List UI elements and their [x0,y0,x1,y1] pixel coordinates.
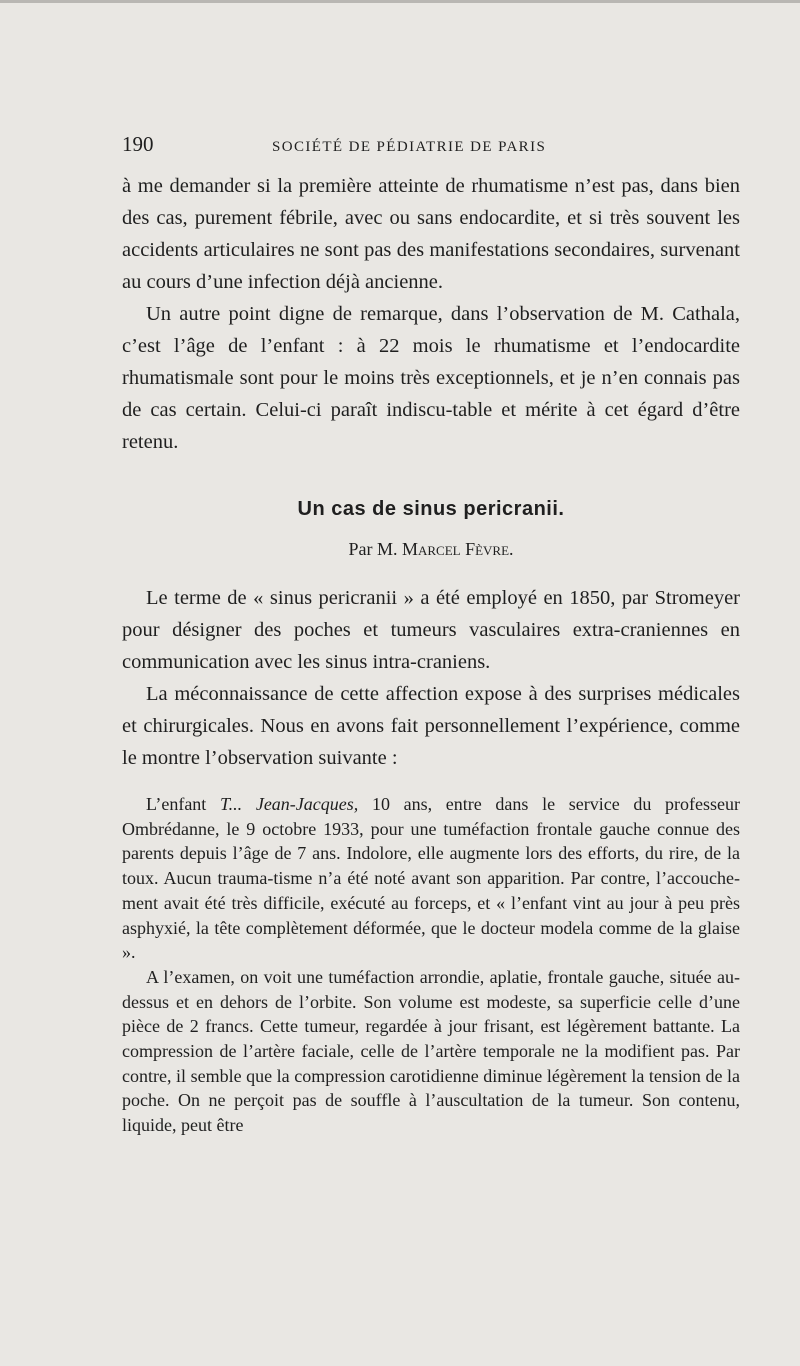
article-byline [122,539,740,560]
intro-paragraph: Le terme de « sinus pericranii » a été employé en 1850, par Stromeyer pour désigner des poches et tumeurs vasculaires extra-craniennes en communication avec les sinus intra-craniens. [122,587,740,673]
article-body [122,582,740,774]
observation-paragraph [122,792,740,965]
running-header [122,132,740,160]
observation-text: 10 ans, entre dans le service du professeur Ombrédanne, le 9 octobre 1933, pour une tuméfaction frontale gauche connue des parents depuis l’âge de 7 ans. Indolore, elle augmente lors des efforts, du rire, de la toux. Aucun trauma-tisme n’a été noté avant son apparition. Par contre, l’accouche-ment avait été très difficile, exécuté au forceps, et « l’enfant vint au jour à peu près asphyxié, la tête complètement déformée, que le docteur modela comme de la glaise ». [122,794,741,963]
previous-article-continuation [122,170,740,458]
remark-paragraph: Un autre point digne de remarque, dans l’observation de M. Cathala, c’est l’âge de l’enfant : à 22 mois le rhumatisme et l’endocardite rhumatismale sont pour le moins très exceptionnels, et je n’en connais pas de cas certain. Celui-ci paraît indiscu-table et mérite à cet égard d’être retenu. [122,303,740,453]
article-title: Un cas de sinus pericranii. [297,498,565,520]
intro-paragraph-2: La méconnaissance de cette affection expose à des surprises médicales et chirurgicales. Nous en avons fait personnellement l’expérience, comme le montre l’observation suivante : [122,683,740,769]
observation-lead: L’enfant [146,794,207,814]
page-number: 190 [122,132,154,156]
continuation-paragraph: à me demander si la première atteinte de rhumatisme n’est pas, dans bien des cas, purement fébrile, avec ou sans endocardite, et si très souvent les accidents articulaires ne sont pas des manifestations secondaires, survenant au cours d’une infection déjà ancienne. [122,175,740,293]
author-name: Marcel Fèvre. [401,539,514,559]
byline-prefix: Par M. [348,539,398,559]
patient-name: T... Jean-Jacques, [219,794,359,814]
running-title: SOCIÉTÉ DE PÉDIATRIE DE PARIS [272,139,547,155]
case-observation [122,792,740,1138]
top-edge-rule [0,0,800,3]
examination-paragraph: A l’examen, on voit une tuméfaction arrondie, aplatie, frontale gauche, située au-dessus et en dehors de l’orbite. Son volume est modeste, sa superficie celle d’une pièce de 2 francs. Cette tumeur, regardée à jour frisant, est légèrement battante. La compression de l’artère faciale, celle de l’artère temporale ne la modifient pas. Par contre, il semble que la compression carotidienne diminue légèrement la tension de la poche. On ne perçoit pas de souffle à l’auscultation de la tumeur. Son contenu, liquide, peut être [122,966,740,1136]
book-page [122,132,740,1138]
